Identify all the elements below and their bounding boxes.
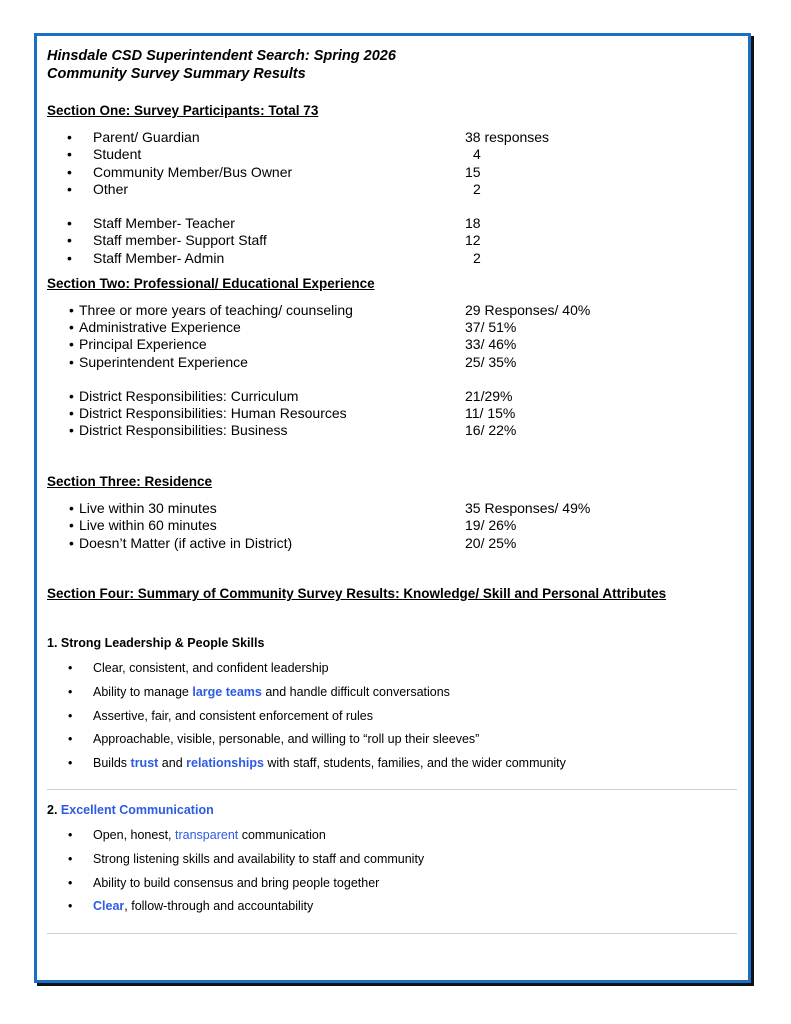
list-item: • Staff Member- Teacher 18: [67, 215, 481, 231]
list-item: • Staff member- Support Staff 12: [67, 232, 481, 248]
list-item: • Other 2: [67, 181, 481, 197]
title-line-2: Community Survey Summary Results: [47, 66, 306, 82]
list-item: • Community Member/Bus Owner 15: [67, 164, 481, 180]
list-item: • Student 4: [67, 146, 481, 162]
document-title: [47, 47, 396, 83]
list-item: • Principal Experience 33/ 46%: [69, 336, 517, 352]
list-item: • District Responsibilities: Curriculum 21/29%: [69, 388, 513, 404]
section-three-heading: Section Three: Residence: [47, 474, 213, 489]
list-item: • District Responsibilities: Business 16/ 22%: [69, 422, 517, 438]
list-item: • Parent/ Guardian 38 responses: [67, 129, 550, 145]
list-item: • Live within 60 minutes 19/ 26%: [69, 517, 517, 533]
list-item: • Staff Member- Admin 2: [67, 250, 481, 266]
section-two-heading: Section Two: Professional/ Educational Experience: [47, 276, 375, 291]
title-line-1: Hinsdale CSD Superintendent Search: Spring 2026: [47, 48, 396, 64]
section-one-heading: Section One: Survey Participants: Total 73: [47, 103, 319, 118]
group-one-heading: 1. Strong Leadership & People Skills: [47, 636, 265, 650]
list-item: • Live within 30 minutes 35 Responses/ 49%: [69, 500, 591, 516]
divider: [47, 789, 737, 790]
list-item: • Superintendent Experience 25/ 35%: [69, 354, 517, 370]
group-two-heading: 2. Excellent Communication: [47, 803, 214, 817]
section-four-heading: Section Four: Summary of Community Survey Results: Knowledge/ Skill and Personal Attributes: [47, 586, 667, 601]
list-item: • Three or more years of teaching/ counseling 29 Responses/ 40%: [69, 302, 591, 318]
list-item: • Administrative Experience 37/ 51%: [69, 319, 517, 335]
list-item: • District Responsibilities: Human Resources 11/ 15%: [69, 405, 516, 421]
bullet: •: [67, 129, 72, 145]
list-item: • Doesn’t Matter (if active in District) 20/ 25%: [69, 535, 517, 551]
divider: [47, 933, 737, 934]
